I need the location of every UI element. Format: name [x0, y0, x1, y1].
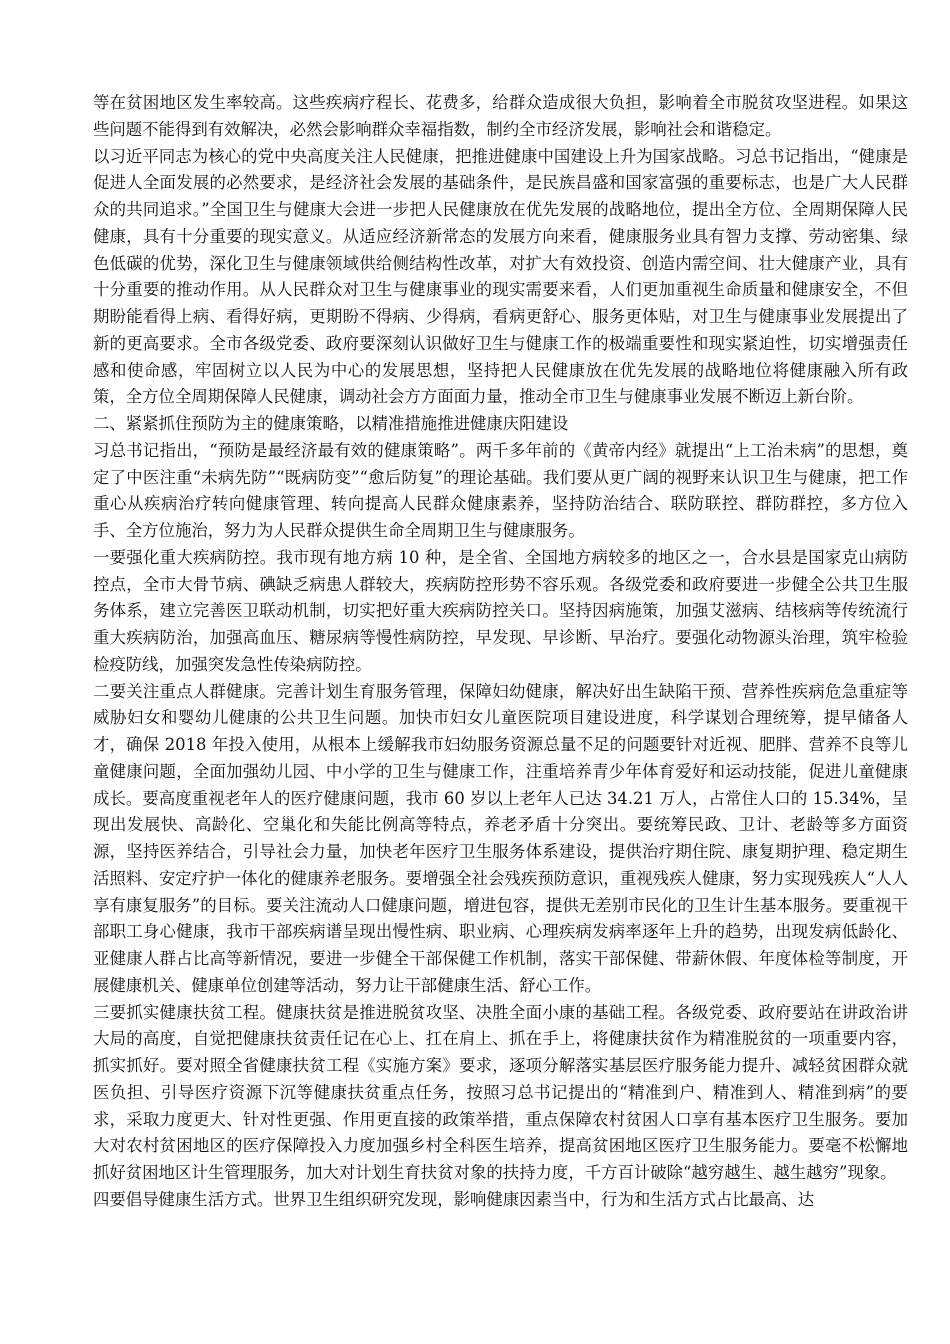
- paragraph-national-strategy: 以习近平同志为核心的党中央高度关注人民健康，把推进健康中国建设上升为国家战略。习总书记指出，“健康是促进人全面发展的必然要求，是经济社会发展的基础条件，是民族昌盛和国家富强的重要标志，也是广大人民群众的共同追求。”全国卫生与健康大会进一步把人民健康放在优先发展的战略地位，提出全方位、全周期保障人民健康，具有十分重要的现实意义。从适应经济新常态的发展方向来看，健康服务业具有智力支撑、劳动密集、绿色低碳的优势，深化卫生与健康领域供给侧结构性改革，对扩大有效投资、创造内需空间、壮大健康产业，具有十分重要的推动作用。从人民群众对卫生与健康事业的现实需要来看，人们更加重视生命质量和健康安全，不但期盼能看得上病、看得好病，更期盼不得病、少得病，看病更舒心、服务更体贴，对卫生与健康事业发展提出了新的更高要求。全市各级党委、政府要深刻认识做好卫生与健康工作的极端重要性和现实紧迫性，切实增强责任感和使命感，牢固树立以人民为中心的发展思想，坚持把人民健康放在优先发展的战略地位将健康融入所有政策，全方位全周期保障人民健康，调动社会方方面面力量，推动全市卫生与健康事业发展不断迈上新台阶。: [93, 146, 908, 407]
- paragraph-key-groups-health: 二要关注重点人群健康。完善计划生育服务管理，保障妇幼健康，解决好出生缺陷干预、营养性疾病危急重症等威胁妇女和婴幼儿健康的公共卫生问题。加快市妇女儿童医院项目建设进度，科学谋划合理统筹，提早储备人才，确保 2018 年投入使用，从根本上缓解我市妇幼服务资源总量不足的问题要针对近视、肥胖、营养不良等儿童健康问题，全面加强幼儿园、中小学的卫生与健康工作，注重培养青少年体育爱好和运动技能，促进儿童健康成长。要高度重视老年人的医疗健康问题，我市 60 岁以上老年人已达 34.21 万人，占常住人口的 15.34%，呈现出发展快、高龄化、空巢化和失能比例高等特点，养老矛盾十分突出。要统筹民政、卫计、老龄等多方面资源，坚持医养结合，引导社会力量，加快老年医疗卫生服务体系建设，提供治疗期住院、康复期护理、稳定期生活照料、安定疗护一体化的健康养老服务。要增强全社会残疾预防意识，重视残疾人健康，努力实现残疾人“人人享有康复服务”的目标。要关注流动人口健康问题，增进包容，提供无差别市民化的卫生计生基本服务。要重视干部职工身心健康，我市干部疾病谱呈现出慢性病、职业病、心理疾病发病率逐年上升的趋势，出现发病低龄化、亚健康人群占比高等新情况，要进一步健全干部保健工作机制，落实干部保健、带薪休假、年度体检等制度，开展健康机关、健康单位创建等活动，努力让干部健康生活、舒心工作。: [93, 681, 908, 995]
- paragraph-disease-control: 一要强化重大疾病防控。我市现有地方病 10 种，是全省、全国地方病较多的地区之一，合水县是国家克山病防控点，全市大骨节病、碘缺乏病患人群较大，疾病防控形势不容乐观。各级党委和政府要进一步健全公共卫生服务体系，建立完善医卫联动机制，切实把好重大疾病防控关口。坚持因病施策，加强艾滋病、结核病等传统流行重大疾病防治，加强高血压、糖尿病等慢性病防控，早发现、早诊断、早治疗。要强化动物源头治理，筑牢检验检疫防线，加强突发急性传染病防控。: [93, 547, 908, 674]
- paragraph-healthy-lifestyle: 四要倡导健康生活方式。世界卫生组织研究发现，影响健康因素当中，行为和生活方式占比最高、达: [93, 1189, 815, 1209]
- document-page: [93, 90, 908, 1330]
- paragraph-intro-burden: 等在贫困地区发生率较高。这些疾病疗程长、花费多，给群众造成很大负担，影响着全市脱贫攻坚进程。如果这些问题不能得到有效解决，必然会影响群众幸福指数，制约全市经济发展，影响社会和谐稳定。: [93, 93, 908, 139]
- section-heading-prevention: 二、紧紧抓住预防为主的健康策略，以精准措施推进健康庆阳建设: [93, 414, 569, 433]
- paragraph-health-poverty-alleviation: 三要抓实健康扶贫工程。健康扶贫是推进脱贫攻坚、决胜全面小康的基础工程。各级党委、政府要站在讲政治讲大局的高度，自觉把健康扶贫责任记在心上、扛在肩上、抓在手上，将健康扶贫作为精准脱贫的一项重要内容，抓实抓好。要对照全省健康扶贫工程《实施方案》要求，逐项分解落实基层医疗服务能力提升、减轻贫困群众就医负担、引导医疗资源下沉等健康扶贫重点任务，按照习总书记提出的“精准到户、精准到人、精准到病”的要求，采取力度更大、针对性更强、作用更直接的政策举措，重点保障农村贫困人口享有基本医疗卫生服务。要加大对农村贫困地区的医疗保障投入力度加强乡村全科医生培养，提高贫困地区医疗卫生服务能力。要毫不松懈地抓好贫困地区计生管理服务，加大对计划生育扶贫对象的扶持力度，千方百计破除“越穷越生、越生越穷”现象。: [93, 1002, 908, 1182]
- paragraph-prevention-strategy: 习总书记指出，“预防是最经济最有效的健康策略”。两千多年前的《黄帝内经》就提出“上工治未病”的思想，奠定了中医注重“未病先防”“既病防变”“愈后防复”的理论基础。我们要从更广阔的视野来认识卫生与健康，把工作重心从疾病治疗转向健康管理、转向提高人民群众健康素养，坚持防治结合、联防联控、群防群控，多方位入手、全方位施治，努力为人民群众提供生命全周期卫生与健康服务。: [93, 440, 908, 540]
